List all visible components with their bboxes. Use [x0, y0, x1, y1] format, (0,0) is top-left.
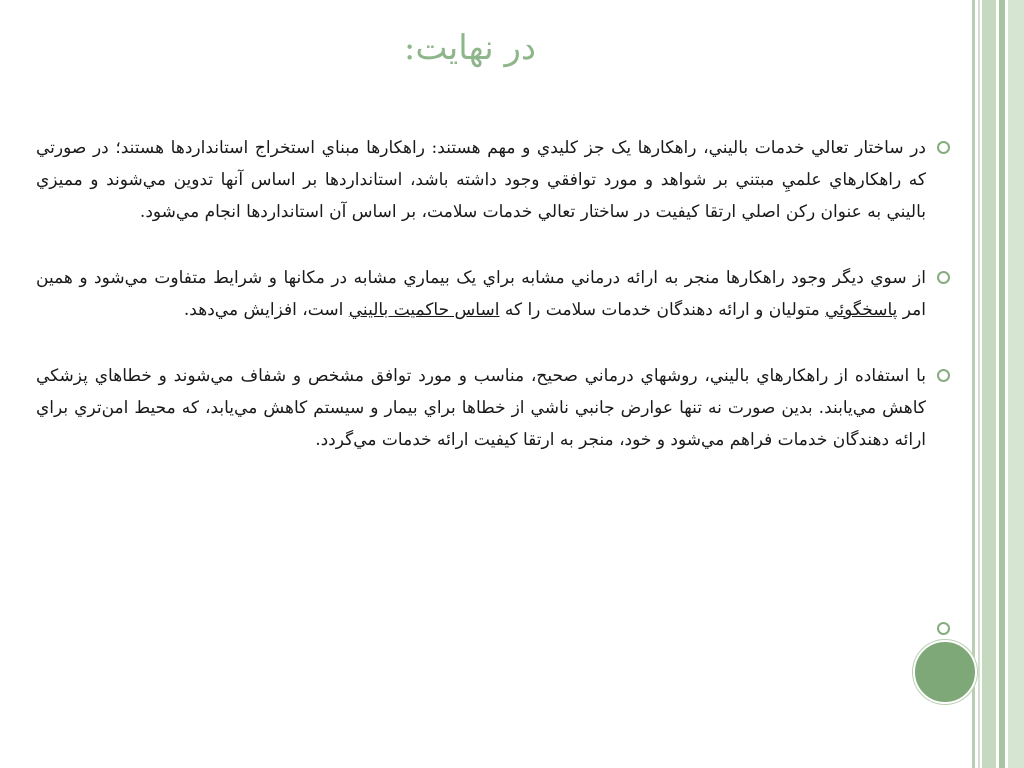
bullet-text	[36, 262, 926, 326]
empty-bullet-circle-icon	[937, 622, 950, 635]
underlined-term: پاسخگوئي	[825, 300, 898, 320]
stripe	[1008, 0, 1024, 768]
bullet-list	[36, 132, 926, 490]
bullet-circle-icon	[937, 141, 950, 154]
bullet-text-segment: متوليان و ارائه دهندگان خدمات سلامت را که	[499, 300, 826, 320]
bullet-text-segment: است، افزايش مي‌دهد.	[183, 300, 349, 320]
decorative-stripes	[972, 0, 1024, 768]
bullet-item	[36, 262, 926, 326]
bullet-text: با استفاده از راهکارهاي باليني، روشهاي درماني صحيح، مناسب و مورد توافق مشخص و شفاف مي‌شوند و خطاهاي پزشکي کاهش مي‌يابند. بدين صورت نه تنها عوارض جانبي ناشي از خطاها براي بيمار و سيستم کاهش مي‌يابد، که محيط امن‌تري براي ارائه دهندگان خدمات فراهم مي‌شود و خود، منجر به ارتقا کيفيت ارائه خدمات مي‌گردد.	[36, 366, 926, 450]
bullet-text: در ساختار تعالي خدمات باليني، راهکارها يک جز کليدي و مهم هستند: راهکارها مبناي استخراج استانداردها هستند؛ در صورتي که راهکارهاي علميِ مبتني بر شواهد و مورد توافقي وجود داشته باشد، استانداردها بر اساس آنها تدوين مي‌شوند و مميزي باليني به عنوان رکن اصلي ارتقا کيفيت در ساختار تعالي خدمات سلامت، بر اساس آن استانداردها انجام مي‌شود.	[36, 138, 926, 222]
stripe	[972, 0, 975, 768]
stripe	[982, 0, 996, 768]
decorative-circle	[913, 640, 977, 704]
underlined-term: اساس حاکميت باليني	[348, 300, 500, 320]
stripe	[999, 0, 1005, 768]
bullet-item	[36, 360, 926, 456]
bullet-circle-icon	[937, 369, 950, 382]
bullet-text-segment: از سوي ديگر وجود راهکارها منجر به ارائه درماني مشابه براي يک بيماري مشابه در مکانها و شرايط متفاوت مي‌شود و همين امر	[36, 268, 926, 320]
stripe	[978, 0, 980, 768]
slide-title: در نهايت:	[403, 28, 537, 68]
bullet-item	[36, 132, 926, 228]
bullet-circle-icon	[937, 271, 950, 284]
